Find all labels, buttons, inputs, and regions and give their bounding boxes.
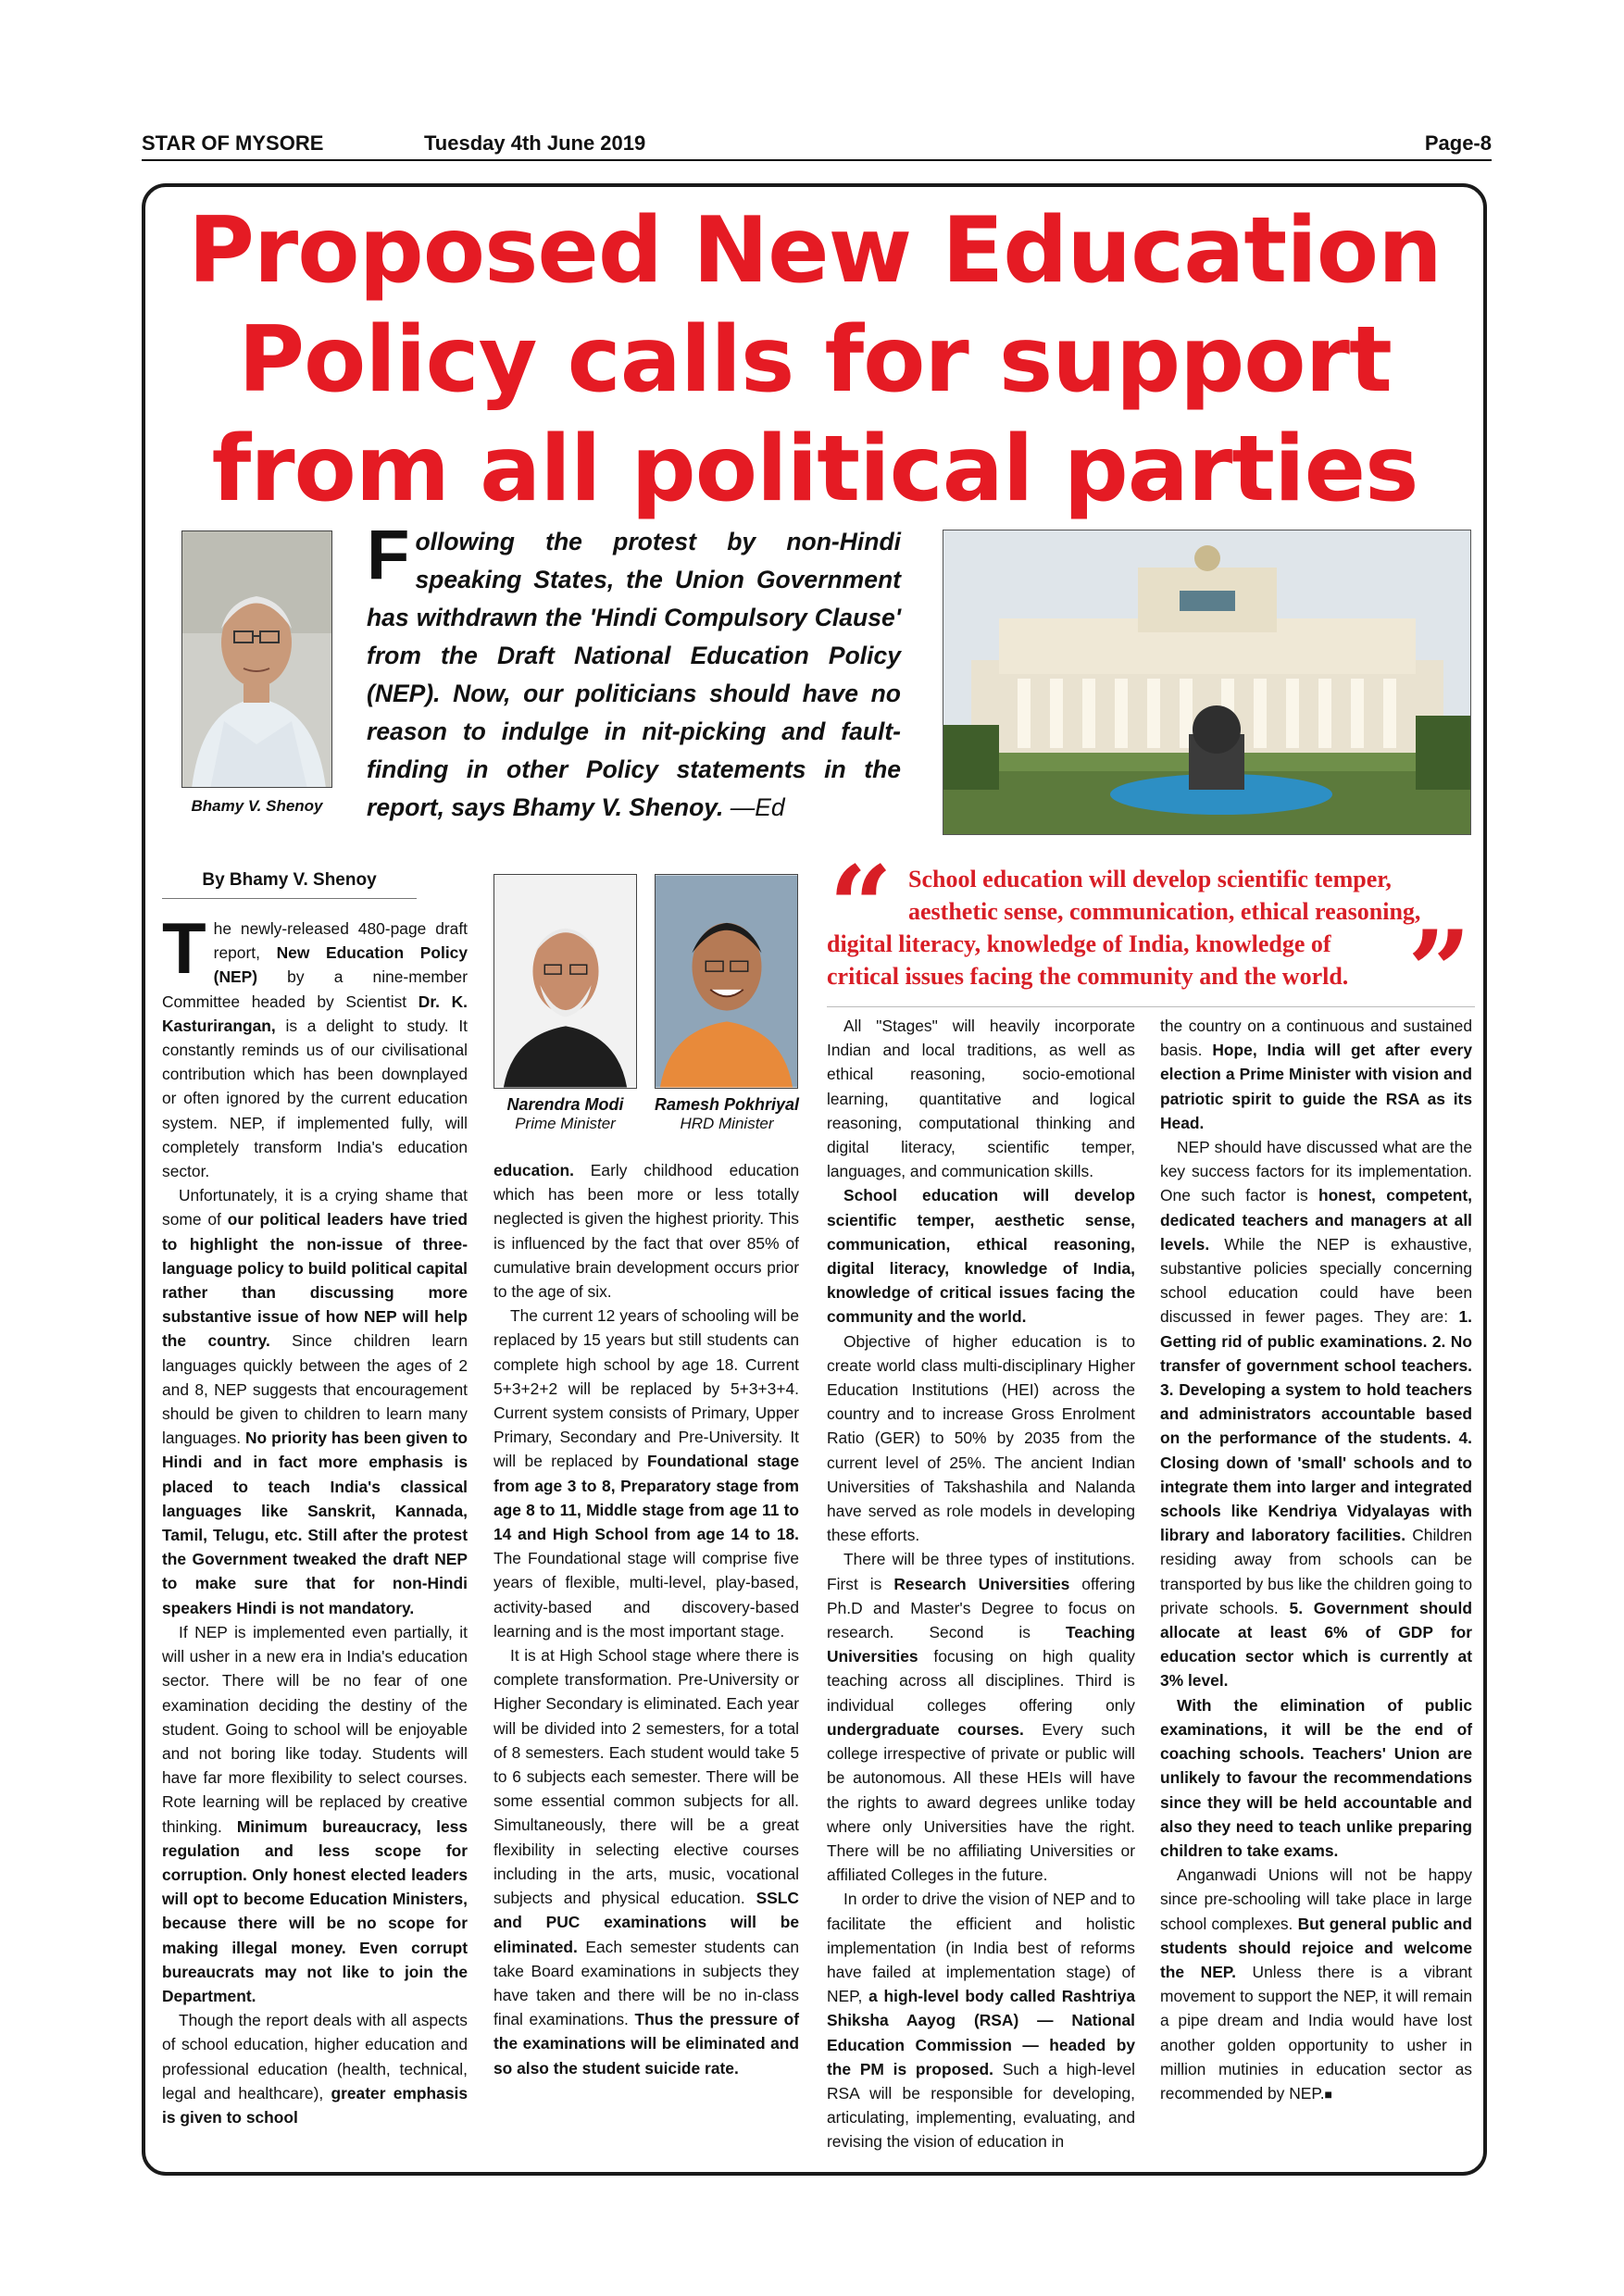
text-run: New Education Policy (NEP) <box>213 943 468 987</box>
university-building-photo <box>943 530 1471 835</box>
open-quote-mark: “ <box>829 842 893 972</box>
intro-dropcap: F <box>367 516 410 594</box>
text-run: Hope, India will get after every election a Prime Minister with vision and patriotic spirit to guide the RSA as its Head. <box>1160 1041 1472 1132</box>
dropcap: T <box>162 907 206 989</box>
text-run: Unfortunately, it is a crying shame that some of <box>162 1186 468 1229</box>
text-run: The current 12 years of schooling will be replaced by 15 years but still students can complete high school by age 18. Current 5+3+2+2 will be replaced by 5+3+3+4. Current system consists of Primary, Upper Primary, Secondary and Pre-University. It will be replaced by <box>493 1306 799 1471</box>
text-run: Unless there is a vibrant movement to support the NEP, it will remain a pipe dream and India would have lost another golden opportunity to usher in million mutinies in education sector as recommended by NEP. <box>1160 1962 1473 2103</box>
paragraph <box>162 907 468 1183</box>
portrait-role: Prime Minister <box>515 1115 616 1132</box>
paragraph <box>162 1183 468 1620</box>
text-run: Since children learn languages quickly between the ages of 2 and 8, NEP suggests that encouragement should be given to children to learn many languages. <box>162 1331 468 1448</box>
text-run: offering Ph.D and Master's Degree to focus on research. Second is <box>827 1574 1135 1642</box>
paragraph <box>1160 1863 1472 2106</box>
paragraph <box>1160 1135 1472 1693</box>
text-run: honest, competent, dedicated teachers and managers at all levels. <box>1160 1186 1472 1254</box>
paragraph <box>1160 1693 1472 1863</box>
pull-quote-divider <box>827 1006 1475 1007</box>
paragraph <box>493 1158 799 1304</box>
paragraph <box>827 1547 1135 1887</box>
text-run: Objective of higher education is to create world class multi-disciplinary Higher Education Institutions (HEI) across the country and to increase Gross Enrolment Ratio (GER) to 50% by 2035 from the current level of 25%. The ancient Indian Universities of Takshashila and Nalanda have served as role models in developing these efforts. <box>827 1331 1135 1545</box>
pull-quote <box>827 842 1475 1037</box>
text-run: 1. Getting rid of public examinations. 2. No transfer of government school teachers. 3. Developing a system to hold teachers and administrators accountable based on the performance of the students. 4. Closing down of 'small' schools and to integrate them into larger and integrated schools like Kendriya Vidyalayas with library and laboratory facilities. <box>1160 1307 1472 1545</box>
paragraph <box>827 1183 1135 1329</box>
text-run: But general public and students should rejoice and welcome the NEP. <box>1160 1914 1473 1981</box>
text-run: It is at High School stage where there is complete transformation. Pre-University or Higher Secondary is eliminated. Each year will be divided into 2 semesters, for a total of 8 semesters. Each student would take 5 to 6 subjects each semester. There will be some essential common subjects for all. Simultaneously, there will be a great flexibility in selecting elective courses including in the arts, music, vocational subjects and physical education. <box>493 1646 799 1908</box>
paragraph <box>827 1329 1135 1548</box>
text-run: education. <box>493 1161 574 1179</box>
text-run: NEP should have discussed what are the key success factors for its implementation. One such factor is <box>1160 1138 1472 1205</box>
text-run: greater emphasis is given to school <box>162 2083 468 2127</box>
text-run: Teaching Universities <box>827 1623 1135 1666</box>
text-run: undergraduate courses. <box>827 1719 1024 1739</box>
text-run: Minimum bureaucracy, less regulation and less scope for corruption. Only honest elected leaders will opt to become Education Ministers, because there will be no scope for making illegal money. Even corrupt bureaucrats may not like to join the Department. <box>162 1816 468 2005</box>
text-run: The Foundational stage will comprise five years of flexible, multi-level, play-based, activity-based and discovery-based learning and is the most important stage. <box>493 1549 799 1641</box>
text-run: With the elimination of public examinations, it will be the end of coaching schools. Teachers' Union are unlikely to favour the recommendations since they will be held accountable and also they need to teach unlike preparing children to take exams. <box>1160 1695 1472 1860</box>
text-run: a high-level body called Rashtriya Shiksha Aayog (RSA) — National Education Commission — headed by the PM is proposed. <box>827 1987 1135 2078</box>
pull-quote-line: aesthetic sense, communication, ethical reasoning, <box>908 898 1421 925</box>
text-run: is a delight to study. It constantly reminds us of our civilisational contribution which has been downplayed or often ignored by the current education system. NEP, if implemented fully, will completely transform India's education sector. <box>162 1016 468 1181</box>
modi-portrait-illustration <box>494 875 636 1088</box>
text-run: If NEP is implemented even partially, it will usher in a new era in India's education sector. There will be no fear of one examination deciding the destiny of the student. Going to school will be enjoyable and not boring like today. Students will have far more flexibility to select courses. Rote learning will be replaced by creative thinking. <box>162 1622 468 1836</box>
close-quote-mark: ” <box>1406 906 1471 1037</box>
page-header <box>142 131 1492 159</box>
text-run: Research Universities <box>893 1574 1070 1593</box>
portrait-name: Ramesh Pokhriyal <box>654 1095 800 1114</box>
pokhriyal-caption <box>648 1095 806 1133</box>
text-run: the country on a continuous and sustained basis. <box>1160 1017 1472 1060</box>
newspaper-name: STAR OF MYSORE <box>142 131 324 155</box>
text-run: All "Stages" will heavily incorporate Indian and local traditions, as well as ethical reasoning, socio-emotional learning, quantitative and logical reasoning, computational thinking and digital literacy, scientific temper, languages, and communication skills. <box>827 1017 1135 1181</box>
paragraph <box>162 2008 468 2129</box>
article-column-1 <box>162 907 468 2129</box>
author-caption: Bhamy V. Shenoy <box>191 797 323 815</box>
portrait-role: HRD Minister <box>680 1115 774 1132</box>
intro-text: ollowing the protest by non-Hindi speaking States, the Union Government has withdrawn the 'Hindi Compulsory Clause' from the Draft National Education Policy (NEP). Now, our politicians should have no reason to indulge in nit-picking and fault-finding in other Policy statements in the report, says Bhamy V. Shenoy. <box>367 528 901 821</box>
page-number: Page-8 <box>1424 131 1492 155</box>
text-run: he newly-released 480-page draft report, <box>213 919 468 963</box>
header-rule <box>142 159 1492 161</box>
text-run: Such a high-level RSA will be responsible for developing, articulating, implementing, evaluating, and revising the vision of education in <box>827 2059 1135 2152</box>
headline-line-2: Policy calls for support <box>238 307 1392 413</box>
byline: By Bhamy V. Shenoy <box>162 870 417 899</box>
author-photo <box>181 530 332 788</box>
text-run: Each semester students can take Board examinations in subjects they have taken and there will be no in-class final examinations. <box>493 1937 799 2029</box>
intro-paragraph <box>367 516 901 827</box>
text-run: Early childhood education which has been more or less totally neglected is given the highest priority. This is influenced by the fact that over 85% of cumulative brain development occurs prior to the age of six. <box>493 1161 799 1302</box>
pull-quote-line: School education will develop scientific temper, <box>908 866 1392 892</box>
text-run: Anganwadi Unions will not be happy since pre-schooling will take place in large school complexes. <box>1160 1866 1472 1933</box>
headline <box>153 196 1477 524</box>
text-run: No priority has been given to Hindi and in fact more emphasis is placed to teach India's classical languages like Sanskrit, Kannada, Tamil, Telugu, etc. Still after the protest the Government tweaked the draft NEP to make sure that for non-Hindi speakers Hindi is not mandatory. <box>162 1429 468 1617</box>
text-run: 5. Government should allocate at least 6% of GDP for education sector which is currently at 3% level. <box>1160 1598 1472 1691</box>
paragraph <box>1160 1014 1472 1135</box>
article-column-2 <box>493 1158 799 2080</box>
text-run: Every such college irrespective of private or public will be autonomous. All these HEIs will have the rights to award degrees unlike today where only Universities have the right. There will be no affiliating Universities or affiliated Colleges in the future. <box>827 1719 1135 1885</box>
text-run: There will be three types of institutions. First is <box>827 1550 1135 1593</box>
headline-line-1: Proposed New Education <box>188 198 1442 304</box>
text-run: Though the report deals with all aspects of school education, higher education and professional education (health, technical, legal and healthcare), <box>162 2011 468 2103</box>
text-run: SSLC and PUC examinations will be eliminated. <box>493 1889 799 1956</box>
author-portrait-illustration <box>182 531 332 788</box>
paragraph <box>827 1014 1135 1183</box>
article-column-4 <box>1160 1014 1472 2106</box>
text-run: Thus the pressure of the examinations will be eliminated and so also the student suicide rate. <box>493 2010 799 2078</box>
paragraph <box>162 1620 468 2008</box>
paragraph <box>493 1643 799 2080</box>
paragraph <box>493 1304 799 1643</box>
editor-note: —Ed <box>723 793 785 821</box>
text-run: While the NEP is exhaustive, substantive policies specially concerning school education could have been discussed in fewer pages. They are: <box>1160 1234 1472 1327</box>
portrait-name: Narendra Modi <box>506 1095 624 1114</box>
text-run: Dr. K. Kasturirangan, <box>162 992 468 1035</box>
text-run: Children residing away from schools can be transported by bus like the children going to private schools. <box>1160 1526 1472 1617</box>
pull-quote-text <box>827 863 1466 992</box>
text-run: In order to drive the vision of NEP and to facilitate the efficient and holistic implementation (in India best of reforms have failed at implementation stage) of NEP, <box>827 1890 1135 2006</box>
end-mark-icon: ■ <box>1324 2086 1333 2102</box>
pull-quote-line: digital literacy, knowledge of India, knowledge of <box>827 930 1331 957</box>
pull-quote-line: critical issues facing the community and the world. <box>827 963 1349 990</box>
headline-line-3: from all political parties <box>211 417 1418 522</box>
pokhriyal-portrait-illustration <box>656 875 797 1088</box>
text-run: our political leaders have tried to highlight the non-issue of three-language policy to build political capital rather than discussing more substantive issue of how NEP will help the country. <box>162 1210 468 1351</box>
paragraph <box>827 1887 1135 2153</box>
pokhriyal-photo <box>655 874 798 1089</box>
modi-photo <box>493 874 637 1089</box>
text-run: by a nine-member Committee headed by Scientist <box>162 967 468 1011</box>
issue-date: Tuesday 4th June 2019 <box>424 131 646 155</box>
building-illustration <box>943 530 1471 835</box>
article-column-3 <box>827 1014 1135 2154</box>
text-run: focusing on high quality teaching across all disciplines. Third is individual colleges offering only <box>827 1647 1135 1715</box>
modi-caption <box>493 1095 637 1133</box>
text-run: School education will develop scientific temper, aesthetic sense, communication, ethical reasoning, digital literacy, knowledge of India, knowledge of critical issues facing the community and the world. <box>827 1186 1135 1327</box>
text-run: Foundational stage from age 3 to 8, Preparatory stage from age 8 to 11, Middle stage from age 11 to 14 and High School from age 14 to 18. <box>493 1452 800 1544</box>
